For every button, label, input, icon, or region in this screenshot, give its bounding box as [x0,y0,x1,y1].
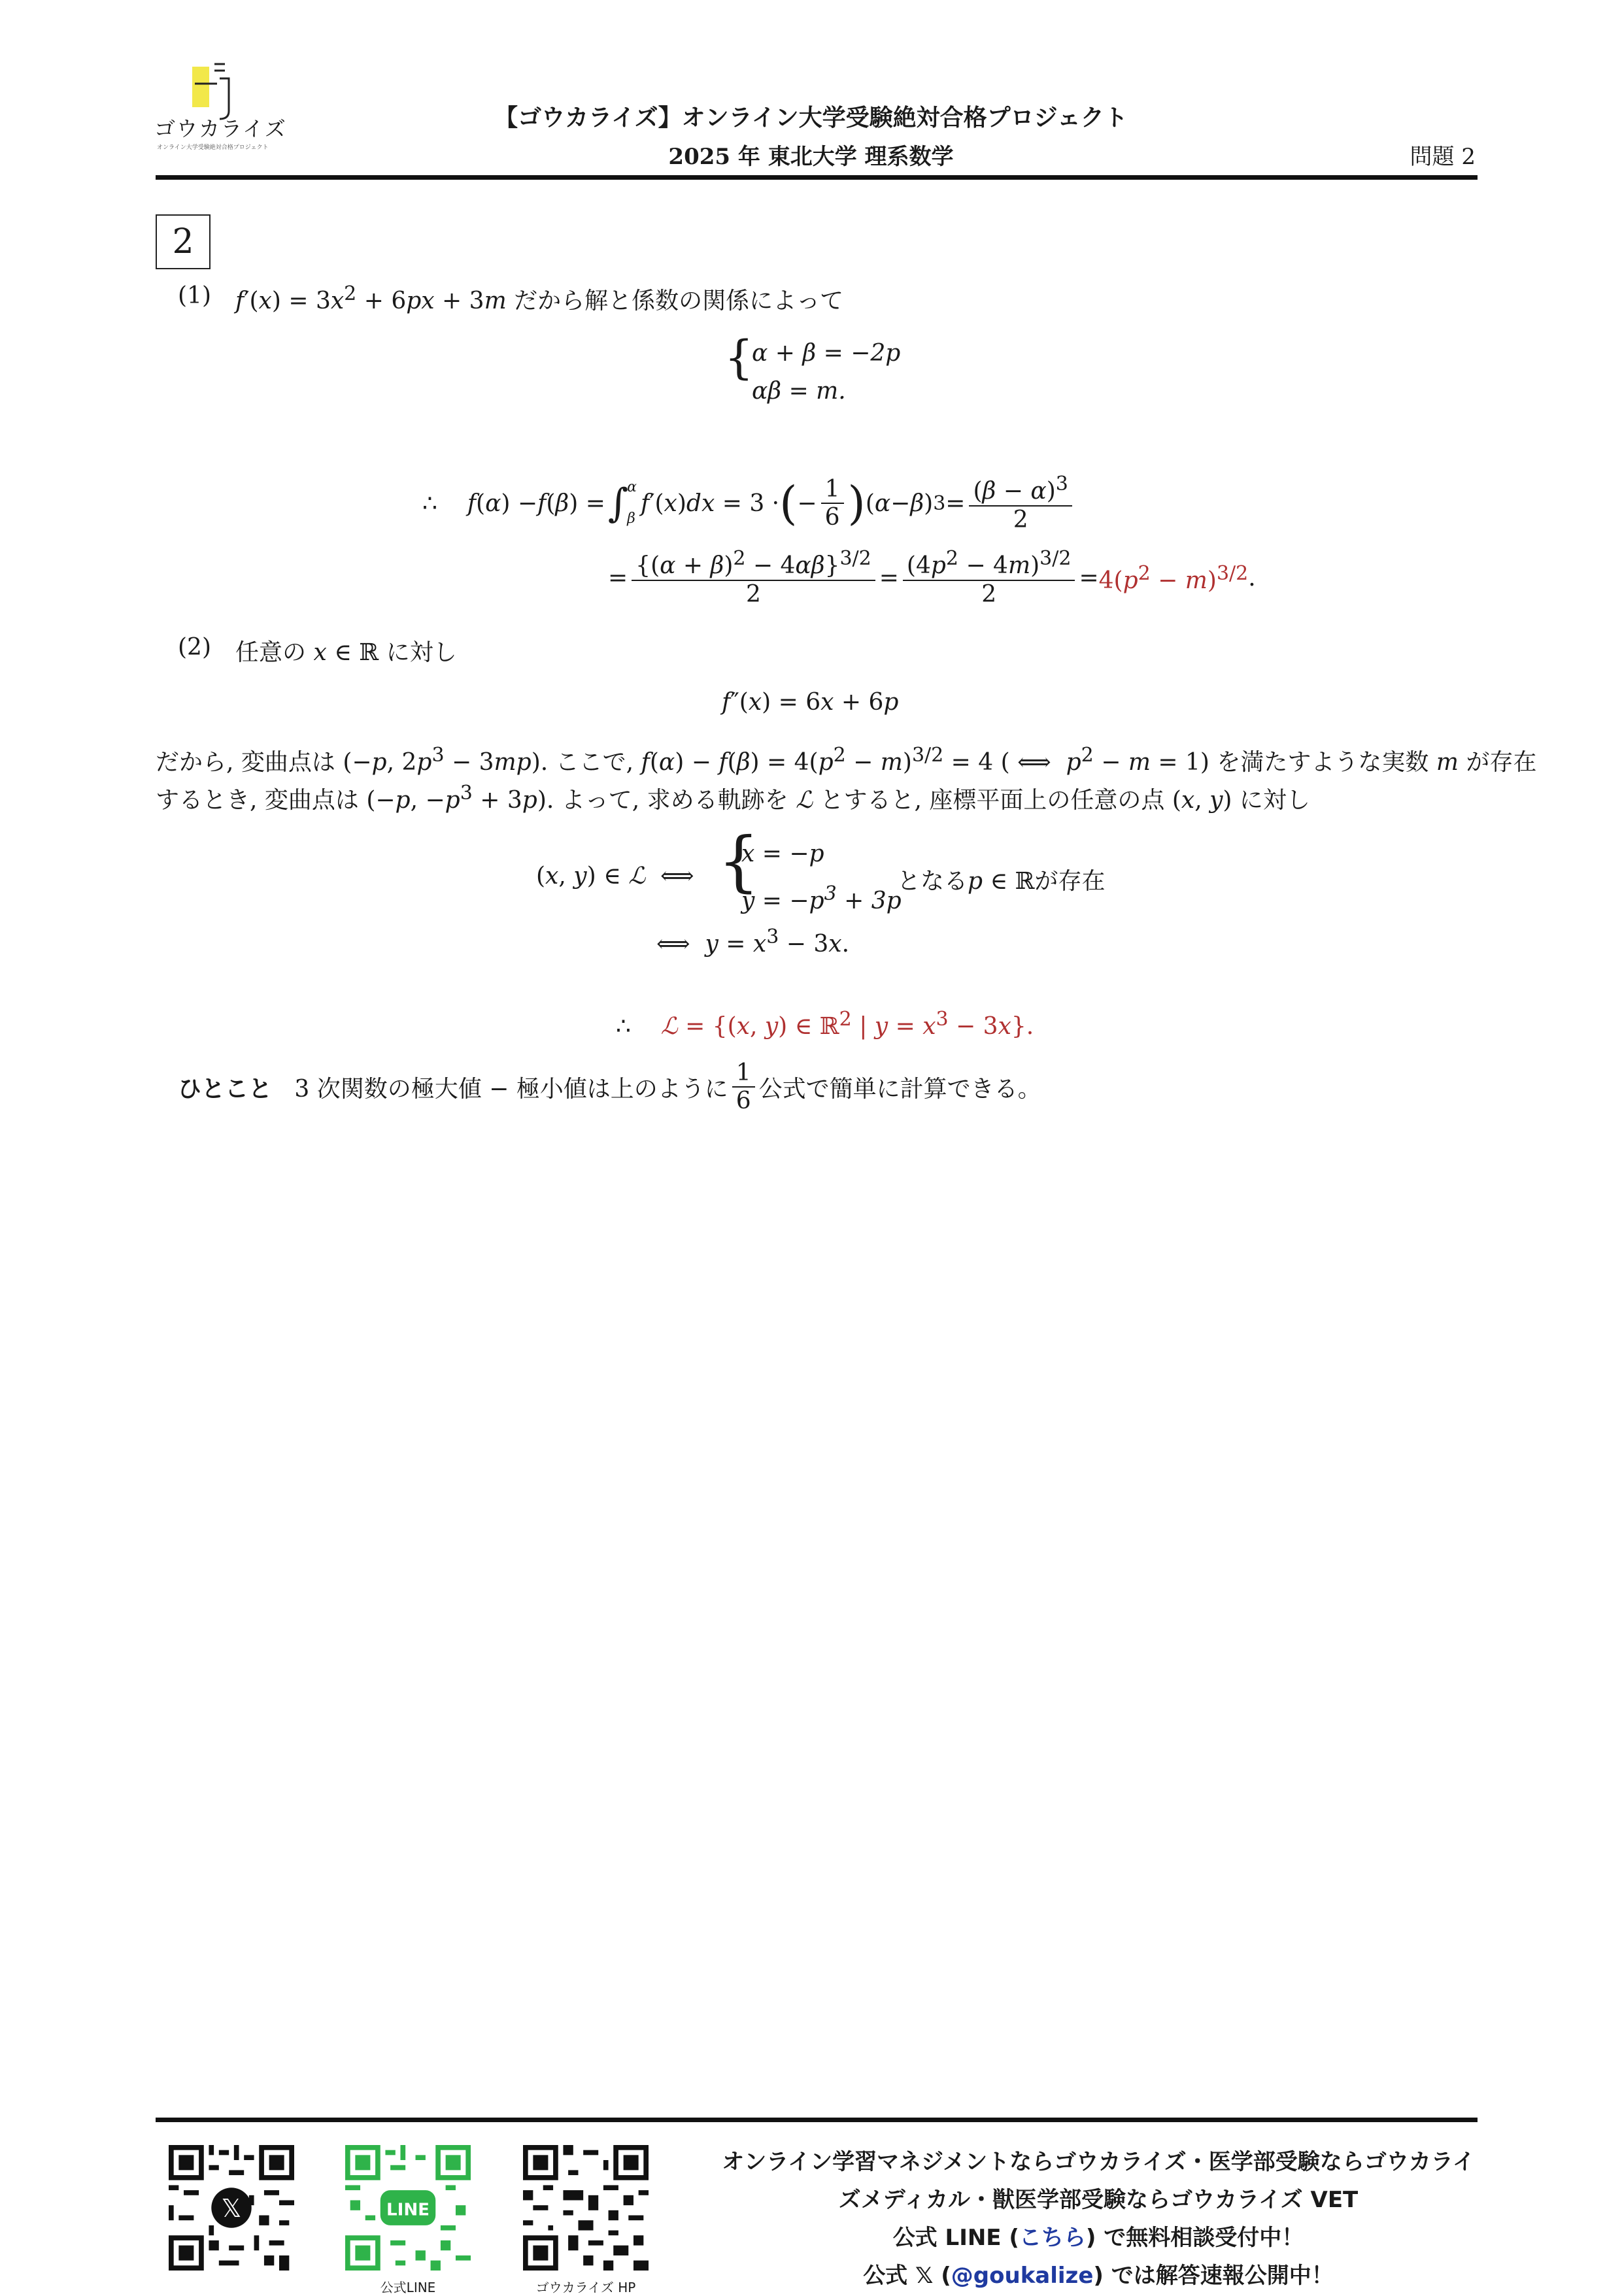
part1-intro: $f'(x) = 3x^2 + 6px + 3m$ だから解と係数の関係によって [235,282,844,314]
svg-text:LINE: LINE [386,2200,430,2220]
locus-result: ⟺ $y = x^3 - 3x$. [656,925,850,957]
integral-line-2: = $\frac{\{(\alpha + \beta)^2 - 4\alpha\beta\}^{3/2}}{2}$ = $\frac{(4p^2 - 4m)^{3/2}}{2}$ = $4(p^2 - m)^{3/2}$ . [608,547,1256,608]
system-eq2: αβ = m. [752,378,846,405]
remark-text-a: 3 次関数の極大値 − 極小値は上のように [294,1075,728,1103]
footer-line3: 公式 LINE (こちら) で無料相談受付中！ [892,2225,1304,2251]
problem-label: 問題 2 [1410,144,1476,170]
part2-intro-a: 任意の [235,639,307,666]
part1-intro-text: だから解と係数の関係によって [514,288,844,314]
part1-answer: $4(p^2 - m)^{3/2}$ [1098,561,1249,594]
system-eq1: α + β = −2p [752,340,901,367]
line-link[interactable]: こちら [1019,2225,1086,2251]
header-title: 【ゴウカライズ】オンライン大学受験絶対合格プロジェクト [494,105,1128,131]
locus-eq2: $y = -p^3 + 3p$ [741,882,902,914]
qr-hp-label: ゴウカライズ HP [535,2280,636,2295]
qr-line-label: 公式LINE [380,2280,436,2295]
locus-lhs: (x, y) ∈ ℒ ⟺ [536,863,694,890]
part2-paragraph-line2: するとき, 変曲点は (−p, $-p^3 + 3p$). よって, 求める軌跡を ℒ とすると, 座標平面上の任意の点 (x, y) に対し [156,782,1310,814]
final-answer: ∴ ℒ = {(x, y) ∈ ℝ$^2$ | $y = x^3 - 3x$}. [616,1008,1034,1040]
locus-eq1: x = −p [741,840,824,867]
footer-line4: 公式 𝕏 (@goukalize) では解答速報公開中！ [863,2263,1334,2289]
header-rule [156,175,1478,180]
logo-tagline: オンライン大学受験絶対合格プロジェクト [157,144,269,151]
locus-exists: となるp ∈ ℝが存在 [897,868,1106,895]
line-qr-code[interactable] [345,2145,471,2271]
x-account-link[interactable]: @goukalize [951,2263,1094,2289]
system-brace: { [724,331,754,384]
footer-line2: ズメディカル・獣医学部受験ならゴウカライズ VET [838,2187,1359,2213]
second-derivative: f″(x) = 6x + 6p [722,689,899,716]
locus-brace: { [718,823,760,899]
integral-line: ∴ f ( α ) − f ( β ) = ∫ α β f ′( x ) dx = 3 · ( − $\frac{1}{6}$ ) ( α − β ) 3 = $\frac{(\beta - \alpha)^3}{2}$ [422,471,1076,536]
svg-text:𝕏: 𝕏 [221,2193,242,2223]
logo-name: ゴウカライズ [154,116,287,141]
remark-text-b: 公式で簡単に計算できる。 [758,1075,1041,1103]
problem-number: 2 [156,214,211,269]
part2-intro: 任意の x ∈ ℝ に対し [235,639,457,666]
footer-line1: オンライン学習マネジメントならゴウカライズ・医学部受験ならゴウカライ [722,2149,1475,2175]
part2-intro-b: に対し [386,639,457,666]
header-subtitle: 2025 年 東北大学 理系数学 [668,144,954,170]
part1-label: (1) [178,282,211,309]
footer-rule [156,2118,1478,2122]
remark-label: ひとこと [178,1075,273,1103]
homepage-qr-code[interactable] [523,2145,649,2271]
part2-paragraph-line1: だから, 変曲点は (−p, $2p^3 - 3mp$). ここで, $f(\alpha) - f(\beta) = 4(p^2 - m)^{3/2} = 4$ ( ⟺ $p^2 - m = 1$) を満たすような実数 m が存在 [156,744,1537,776]
part2-label: (2) [178,634,211,661]
remark: ひとこと 3 次関数の極大値 − 極小値は上のように $\frac{1}{6}$ 公式で簡単に計算できる。 [178,1059,1041,1114]
x-qr-code[interactable] [169,2145,294,2271]
